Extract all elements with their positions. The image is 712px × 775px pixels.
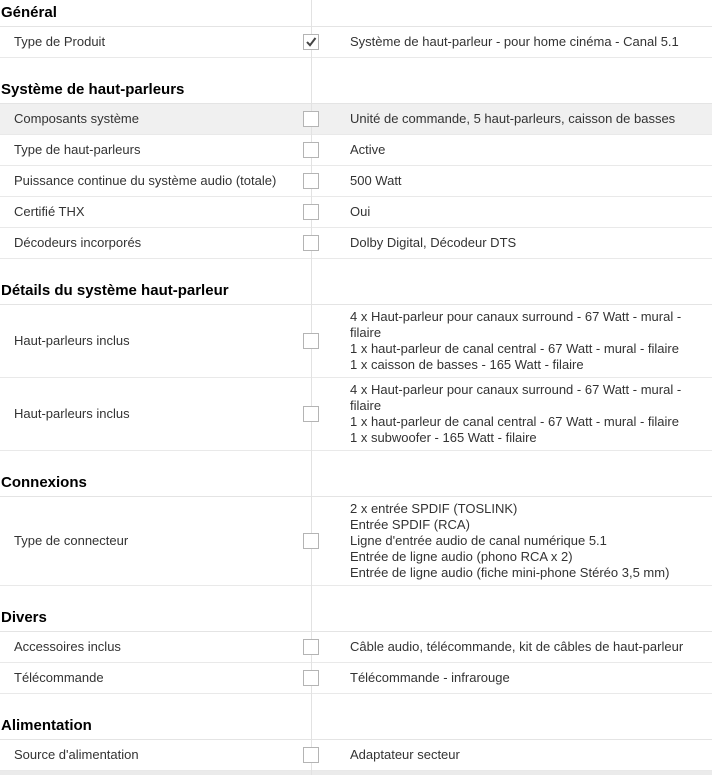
row-label: Accessoires inclus [14, 639, 121, 654]
section-rows [0, 27, 712, 58]
compare-checkbox[interactable] [303, 111, 319, 127]
row-label: Source d'alimentation [14, 747, 139, 762]
spec-row [0, 663, 712, 694]
spec-section [0, 58, 712, 259]
row-value-line: Entrée SPDIF (RCA) [350, 517, 470, 532]
row-value-line: Système de haut-parleur - pour home cinéma - Canal 5.1 [350, 34, 679, 49]
spec-row [0, 197, 712, 228]
section-rows [0, 104, 712, 259]
row-value-line: Active [350, 142, 386, 157]
checkbox-cell [303, 111, 319, 127]
row-label: Type de Produit [14, 34, 106, 49]
section-title: Système de haut-parleurs [0, 58, 712, 104]
row-value [319, 309, 712, 373]
row-label: Type de connecteur [14, 533, 129, 548]
row-label: Type de haut-parleurs [14, 142, 141, 157]
next-row-strip [0, 771, 712, 775]
row-value-line: 2 x entrée SPDIF (TOSLINK) [350, 501, 518, 516]
spec-row [0, 27, 712, 58]
compare-checkbox[interactable] [303, 142, 319, 158]
compare-checkbox[interactable] [303, 747, 319, 763]
spec-section [0, 451, 712, 586]
section-title: Général [0, 0, 712, 27]
spec-row [0, 740, 712, 771]
compare-checkbox[interactable] [303, 173, 319, 189]
row-value [319, 747, 712, 763]
checkbox-cell [303, 406, 319, 422]
row-value [319, 204, 712, 220]
row-value [319, 34, 712, 50]
row-value [319, 142, 712, 158]
row-value-line: 4 x Haut-parleur pour canaux surround - 67 Watt - mural - filaire [350, 382, 682, 413]
row-value-line: Entrée de ligne audio (fiche mini-phone Stéréo 3,5 mm) [350, 565, 670, 580]
checkbox-cell [303, 533, 319, 549]
section-rows [0, 305, 712, 451]
checkbox-cell [303, 34, 319, 50]
row-value [319, 235, 712, 251]
checkbox-cell [303, 142, 319, 158]
spec-section [0, 586, 712, 694]
spec-row [0, 305, 712, 378]
row-value [319, 173, 712, 189]
checkmark-icon [305, 36, 317, 48]
compare-checkbox[interactable] [303, 406, 319, 422]
row-label: Haut-parleurs inclus [14, 333, 130, 348]
row-value [319, 111, 712, 127]
row-value-line: Entrée de ligne audio (phono RCA x 2) [350, 549, 573, 564]
row-value [319, 670, 712, 686]
row-value [319, 382, 712, 446]
section-title: Alimentation [0, 694, 712, 740]
checkbox-cell [303, 204, 319, 220]
row-value-line: 1 x caisson de basses - 165 Watt - filaire [350, 357, 584, 372]
spec-section [0, 259, 712, 451]
row-label: Haut-parleurs inclus [14, 406, 130, 421]
row-value-line: 500 Watt [350, 173, 402, 188]
spec-row [0, 135, 712, 166]
row-value-line: 1 x haut-parleur de canal central - 67 Watt - mural - filaire [350, 414, 679, 429]
row-value-line: 1 x haut-parleur de canal central - 67 Watt - mural - filaire [350, 341, 679, 356]
checkbox-cell [303, 639, 319, 655]
compare-checkbox[interactable] [303, 235, 319, 251]
row-label: Télécommande [14, 670, 104, 685]
row-value-line: Unité de commande, 5 haut-parleurs, caisson de basses [350, 111, 676, 126]
spec-section [0, 694, 712, 771]
row-value [319, 501, 712, 581]
row-value-line: 4 x Haut-parleur pour canaux surround - 67 Watt - mural - filaire [350, 309, 682, 340]
row-label: Puissance continue du système audio (totale) [14, 173, 277, 188]
section-title: Détails du système haut-parleur [0, 259, 712, 305]
row-value-line: Oui [350, 204, 371, 219]
compare-checkbox[interactable] [303, 639, 319, 655]
row-value-line: Câble audio, télécommande, kit de câbles de haut-parleur [350, 639, 684, 654]
row-value [319, 639, 712, 655]
checkbox-cell [303, 747, 319, 763]
compare-checkbox[interactable] [303, 204, 319, 220]
spec-row [0, 497, 712, 586]
row-value-line: Ligne d'entrée audio de canal numérique 5.1 [350, 533, 607, 548]
section-rows [0, 632, 712, 694]
spec-row [0, 632, 712, 663]
row-label: Certifié THX [14, 204, 85, 219]
compare-checkbox[interactable] [303, 333, 319, 349]
section-title: Divers [0, 586, 712, 632]
compare-checkbox[interactable] [303, 533, 319, 549]
compare-checkbox[interactable] [303, 34, 319, 50]
spec-section [0, 0, 712, 58]
spec-row [0, 378, 712, 451]
checkbox-cell [303, 235, 319, 251]
compare-checkbox[interactable] [303, 670, 319, 686]
section-rows [0, 740, 712, 771]
row-value-line: 1 x subwoofer - 165 Watt - filaire [350, 430, 537, 445]
spec-row [0, 166, 712, 197]
row-value-line: Télécommande - infrarouge [350, 670, 510, 685]
row-value-line: Dolby Digital, Décodeur DTS [350, 235, 517, 250]
checkbox-cell [303, 173, 319, 189]
spec-row [0, 104, 712, 135]
section-title: Connexions [0, 451, 712, 497]
checkbox-cell [303, 670, 319, 686]
spec-row [0, 228, 712, 259]
row-value-line: Adaptateur secteur [350, 747, 460, 762]
checkbox-cell [303, 333, 319, 349]
row-label: Décodeurs incorporés [14, 235, 142, 250]
section-rows [0, 497, 712, 586]
row-label: Composants système [14, 111, 139, 126]
